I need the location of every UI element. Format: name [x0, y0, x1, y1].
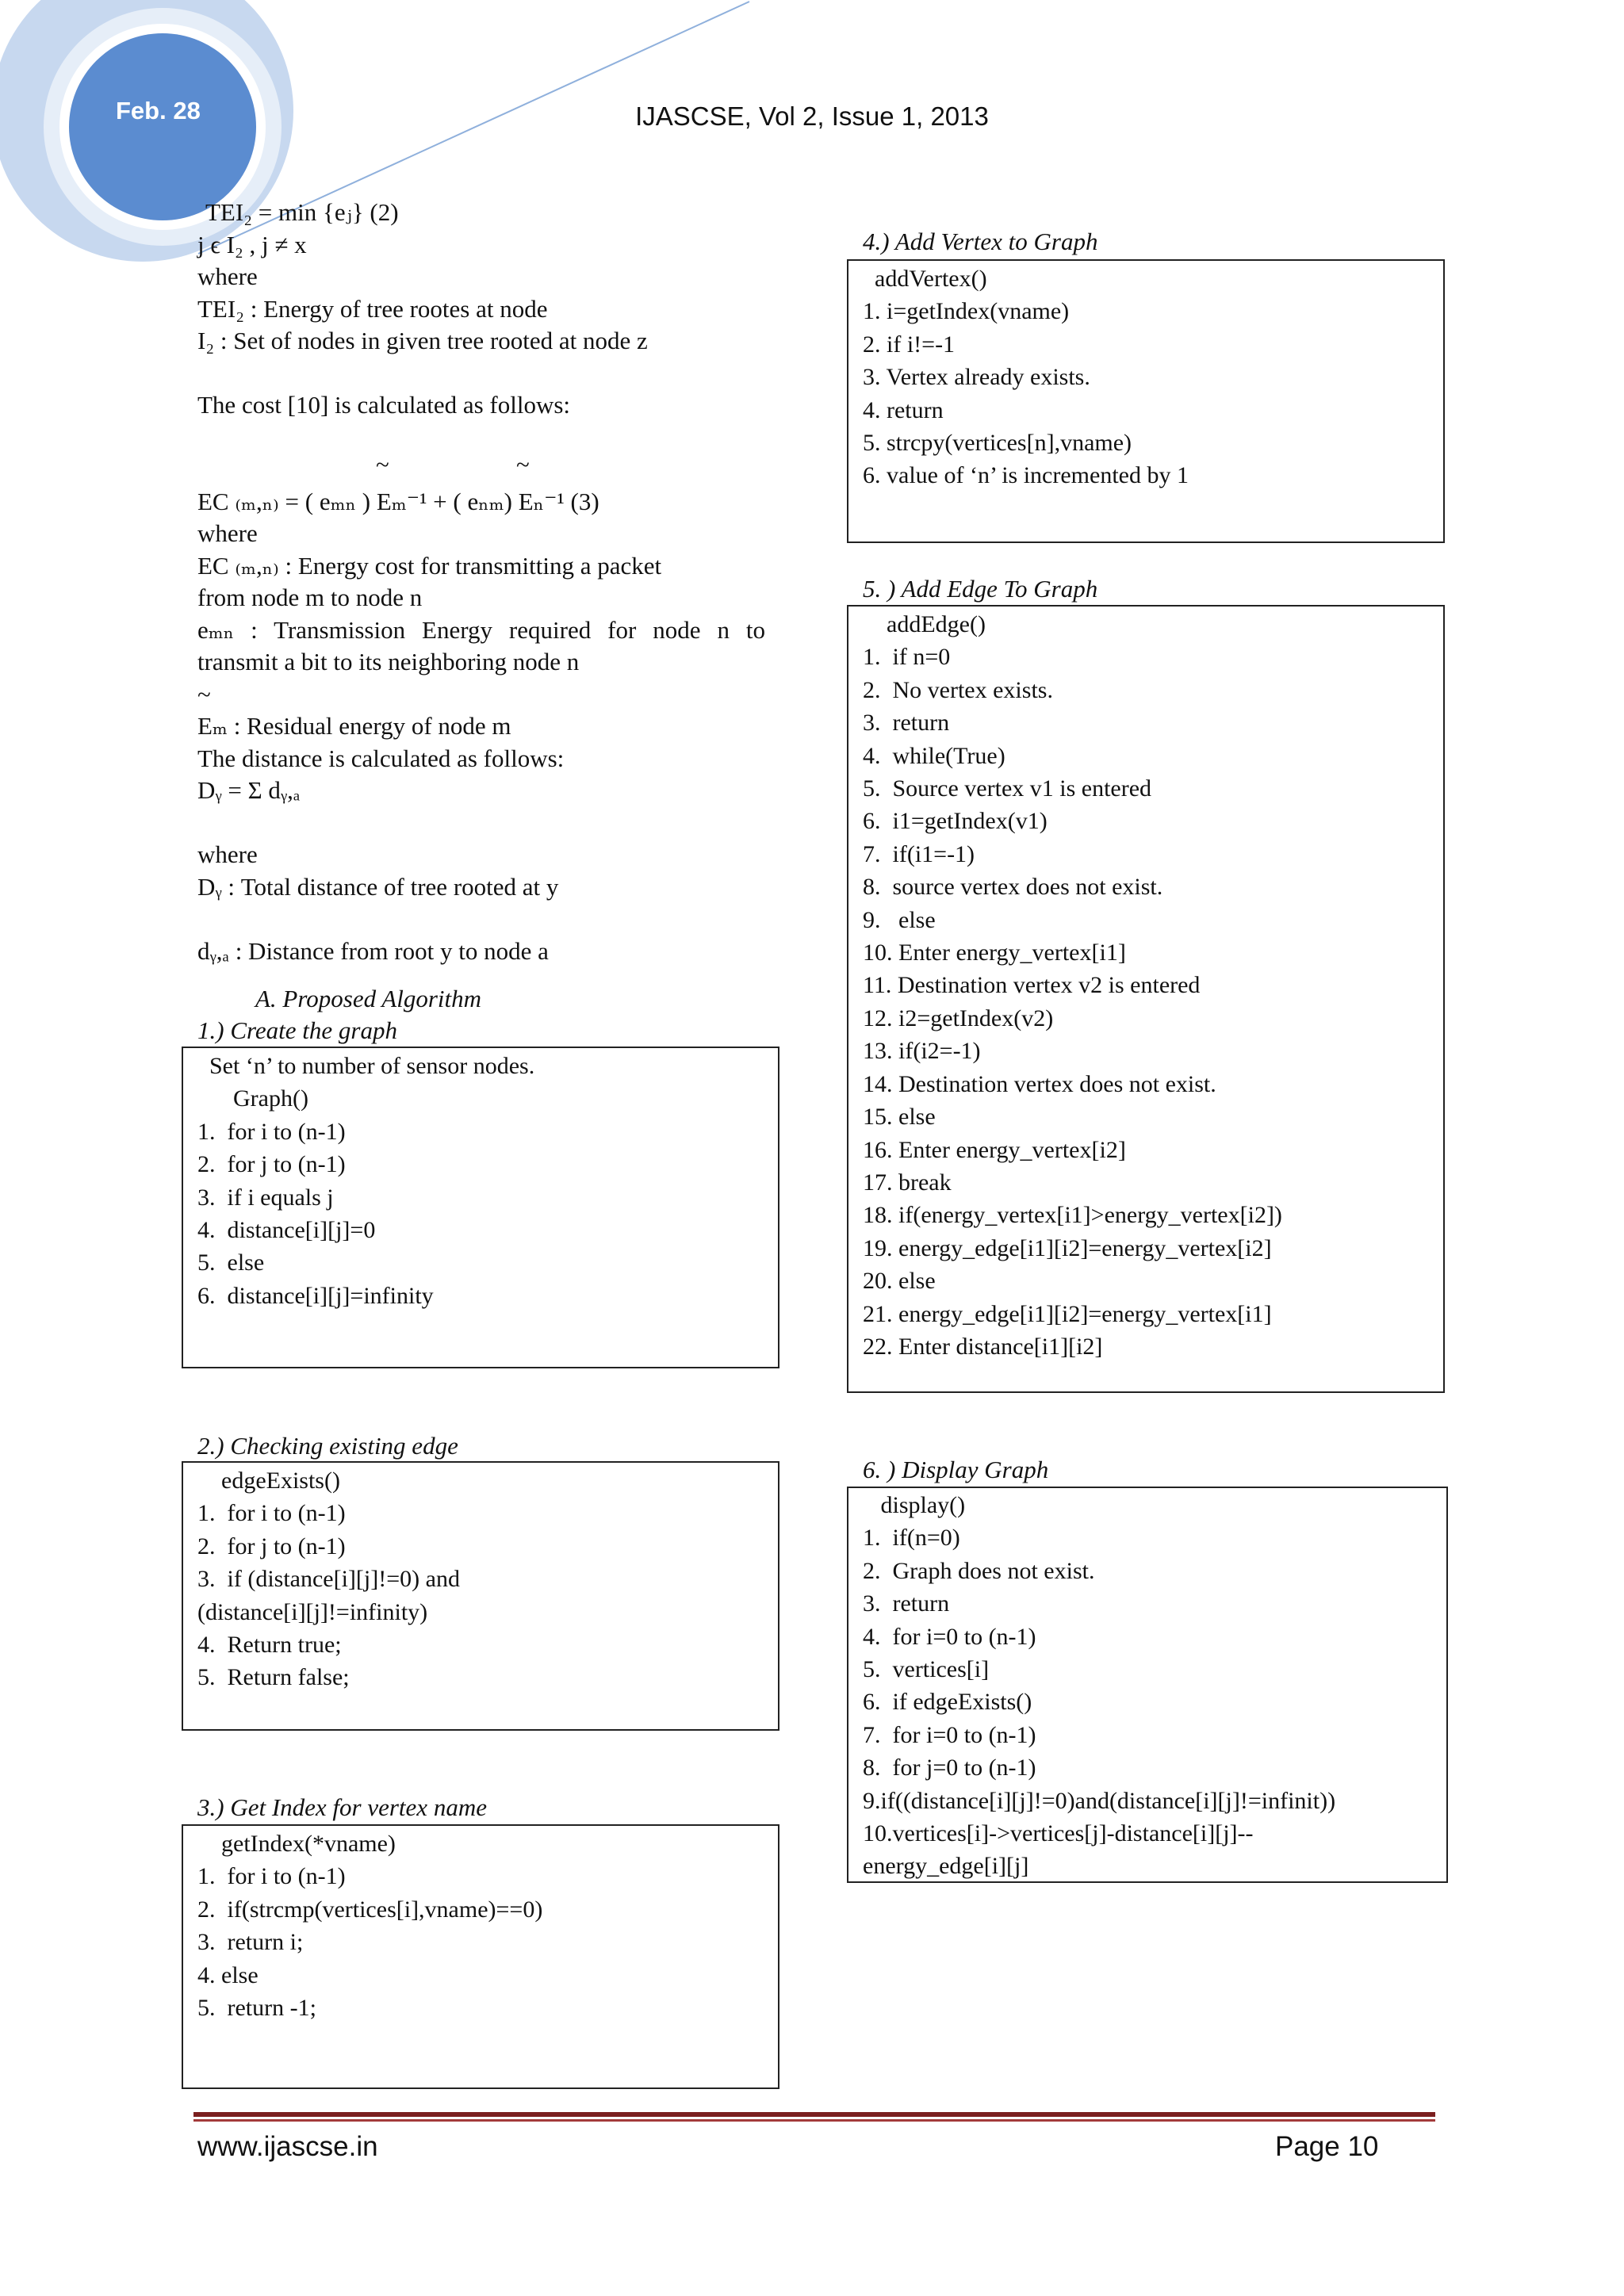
left-column [197, 197, 765, 967]
journal-title: IJASCSE, Vol 2, Issue 1, 2013 [635, 101, 989, 131]
definition-ec: EC ₍ₘ,ₙ₎ : Energy cost for transmitting a packet [197, 551, 662, 580]
algorithm-4-code [863, 262, 1189, 492]
code-line: 19. energy_edge[i1][i2]=energy_vertex[i2] [863, 1234, 1272, 1261]
code-line: 1. for i to (n-1) [197, 1500, 346, 1527]
algorithm-3-caption: 3.) Get Index for vertex name [197, 1793, 487, 1821]
code-line: 2. No vertex exists. [863, 676, 1053, 703]
code-line: 2. Graph does not exist. [863, 1557, 1095, 1584]
where-label: where [197, 262, 258, 290]
code-line: addEdge() [863, 611, 986, 637]
equation-3: EC ₍ₘ,ₙ₎ = ( eₘₙ ) Eₘ⁻¹ + ( eₙₘ) Eₙ⁻¹ (3) [197, 487, 599, 515]
code-line: display() [863, 1492, 966, 1518]
section-heading: A. Proposed Algorithm [255, 985, 482, 1012]
code-line: 4. while(True) [863, 742, 1005, 769]
code-line: 4. for i=0 to (n-1) [863, 1623, 1036, 1650]
code-line: (distance[i][j]!=infinity) [197, 1598, 428, 1625]
algorithm-3-code [197, 1827, 542, 2024]
code-line: 5. return -1; [197, 1995, 316, 2022]
tilde-mark: ~ [197, 679, 211, 708]
code-line: 9.if((distance[i][j]!=0)and(distance[i][j]!=infinit)) [863, 1787, 1336, 1814]
footer-rule-thin [193, 2119, 1435, 2122]
algorithm-1-caption: 1.) Create the graph [197, 1016, 397, 1044]
code-line: 18. if(energy_vertex[i1]>energy_vertex[i2]) [863, 1202, 1282, 1229]
code-line: 3. if (distance[i][j]!=0) and [197, 1566, 460, 1593]
code-line: 22. Enter distance[i1][i2] [863, 1333, 1103, 1360]
code-line: 3. if i equals j [197, 1184, 334, 1211]
footer-website: www.ijascse.in [197, 2131, 378, 2162]
code-line: Set ‘n’ to number of sensor nodes. [197, 1053, 535, 1079]
code-line: 14. Destination vertex does not exist. [863, 1070, 1216, 1097]
algorithm-5-code [863, 608, 1282, 1363]
code-line: 5. Return false; [197, 1664, 350, 1691]
code-line: 15. else [863, 1104, 936, 1131]
code-line: 4. return [863, 396, 944, 423]
definition-tei: TEI₂ : Energy of tree rootes at node [197, 294, 548, 323]
definition-em: Eₘ : Residual energy of node m [197, 712, 511, 740]
algorithm-2-caption: 2.) Checking existing edge [197, 1432, 458, 1460]
code-line: 17. break [863, 1169, 952, 1196]
code-line: 4. Return true; [197, 1632, 342, 1659]
code-line: 20. else [863, 1268, 936, 1295]
code-line: 5. Source vertex v1 is entered [863, 775, 1152, 802]
equation-distance: Dᵧ = Σ dᵧ,ₐ [197, 776, 301, 804]
algorithm-1-code [197, 1050, 534, 1312]
code-line: energy_edge[i][j] [863, 1853, 1029, 1880]
equation-2-condition: j ϵ I₂ , j ≠ x [197, 230, 307, 258]
cost-intro: The cost [10] is calculated as follows: [197, 391, 571, 419]
code-line: 11. Destination vertex v2 is entered [863, 972, 1201, 999]
code-line: 6. value of ‘n’ is incremented by 1 [863, 462, 1189, 489]
code-line: addVertex() [863, 266, 987, 292]
code-line: 4. distance[i][j]=0 [197, 1217, 376, 1244]
code-line: 3. return [863, 710, 950, 737]
code-line: 5. else [197, 1249, 265, 1276]
definition-emn: eₘₙ : Transmission Energy required for node n to [197, 615, 765, 644]
code-line: 1. for i to (n-1) [197, 1863, 346, 1890]
code-line: 5. vertices[i] [863, 1656, 990, 1683]
code-line: 5. strcpy(vertices[n],vname) [863, 430, 1132, 457]
code-line: 1. for i to (n-1) [197, 1118, 346, 1145]
code-line: 10. Enter energy_vertex[i1] [863, 939, 1126, 966]
definition-dy: Dᵧ : Total distance of tree rooted at y [197, 872, 559, 901]
footer-rule [193, 2112, 1435, 2117]
code-line: 6. i1=getIndex(v1) [863, 808, 1048, 835]
tilde-mark: ~ [516, 450, 530, 478]
code-line: 1. i=getIndex(vname) [863, 298, 1070, 325]
code-line: 21. energy_edge[i1][i2]=energy_vertex[i1] [863, 1300, 1272, 1327]
code-line: 3. return i; [197, 1929, 304, 1956]
definition-iz: I₂ : Set of nodes in given tree rooted at node z [197, 327, 648, 354]
code-line: 2. for j to (n-1) [197, 1533, 346, 1559]
code-line: 2. if(strcmp(vertices[i],vname)==0) [197, 1896, 543, 1923]
code-line: 1. if(n=0) [863, 1525, 960, 1552]
code-line: 13. if(i2=-1) [863, 1038, 981, 1065]
code-line: 1. if n=0 [863, 644, 951, 671]
definition-dya: dᵧ,ₐ : Distance from root y to node a [197, 936, 549, 965]
footer-page-number: Page 10 [1275, 2131, 1379, 2162]
distance-intro: The distance is calculated as follows: [197, 744, 565, 772]
code-line: getIndex(*vname) [197, 1831, 396, 1857]
code-line: 9. else [863, 906, 936, 933]
code-line: 10.vertices[i]->vertices[j]-distance[i][j]-- [863, 1820, 1254, 1847]
code-line: 2. for j to (n-1) [197, 1151, 346, 1178]
tilde-mark: ~ [376, 450, 389, 478]
algorithm-5-caption: 5. ) Add Edge To Graph [863, 575, 1098, 603]
definition-emn-cont: transmit a bit to its neighboring node n [197, 648, 580, 675]
code-line: 8. source vertex does not exist. [863, 874, 1163, 901]
equation-2: TEI₂ = min {eⱼ} (2) [205, 198, 399, 226]
code-line: 6. if edgeExists() [863, 1689, 1032, 1716]
code-line: 12. i2=getIndex(v2) [863, 1004, 1054, 1031]
code-line: 7. for i=0 to (n-1) [863, 1721, 1036, 1748]
code-line: 2. if i!=-1 [863, 331, 956, 358]
definition-ec-cont: from node m to node n [197, 584, 423, 611]
code-line: edgeExists() [197, 1468, 340, 1494]
algorithm-2-code [197, 1464, 460, 1694]
code-line: 7. if(i1=-1) [863, 840, 975, 867]
algorithm-4-caption: 4.) Add Vertex to Graph [863, 228, 1098, 255]
algorithm-6-caption: 6. ) Display Graph [863, 1456, 1049, 1483]
header-date: Feb. 28 [116, 97, 201, 124]
code-line: 16. Enter energy_vertex[i2] [863, 1136, 1126, 1163]
code-line: Graph() [197, 1085, 308, 1112]
where-label: where [197, 519, 258, 547]
code-line: 8. for j=0 to (n-1) [863, 1755, 1036, 1781]
code-line: 3. Vertex already exists. [863, 364, 1090, 391]
code-line: 4. else [197, 1961, 259, 1988]
code-line: 6. distance[i][j]=infinity [197, 1282, 434, 1309]
where-label: where [197, 840, 258, 868]
algorithm-6-code [863, 1489, 1335, 1883]
code-line: 3. return [863, 1590, 950, 1617]
